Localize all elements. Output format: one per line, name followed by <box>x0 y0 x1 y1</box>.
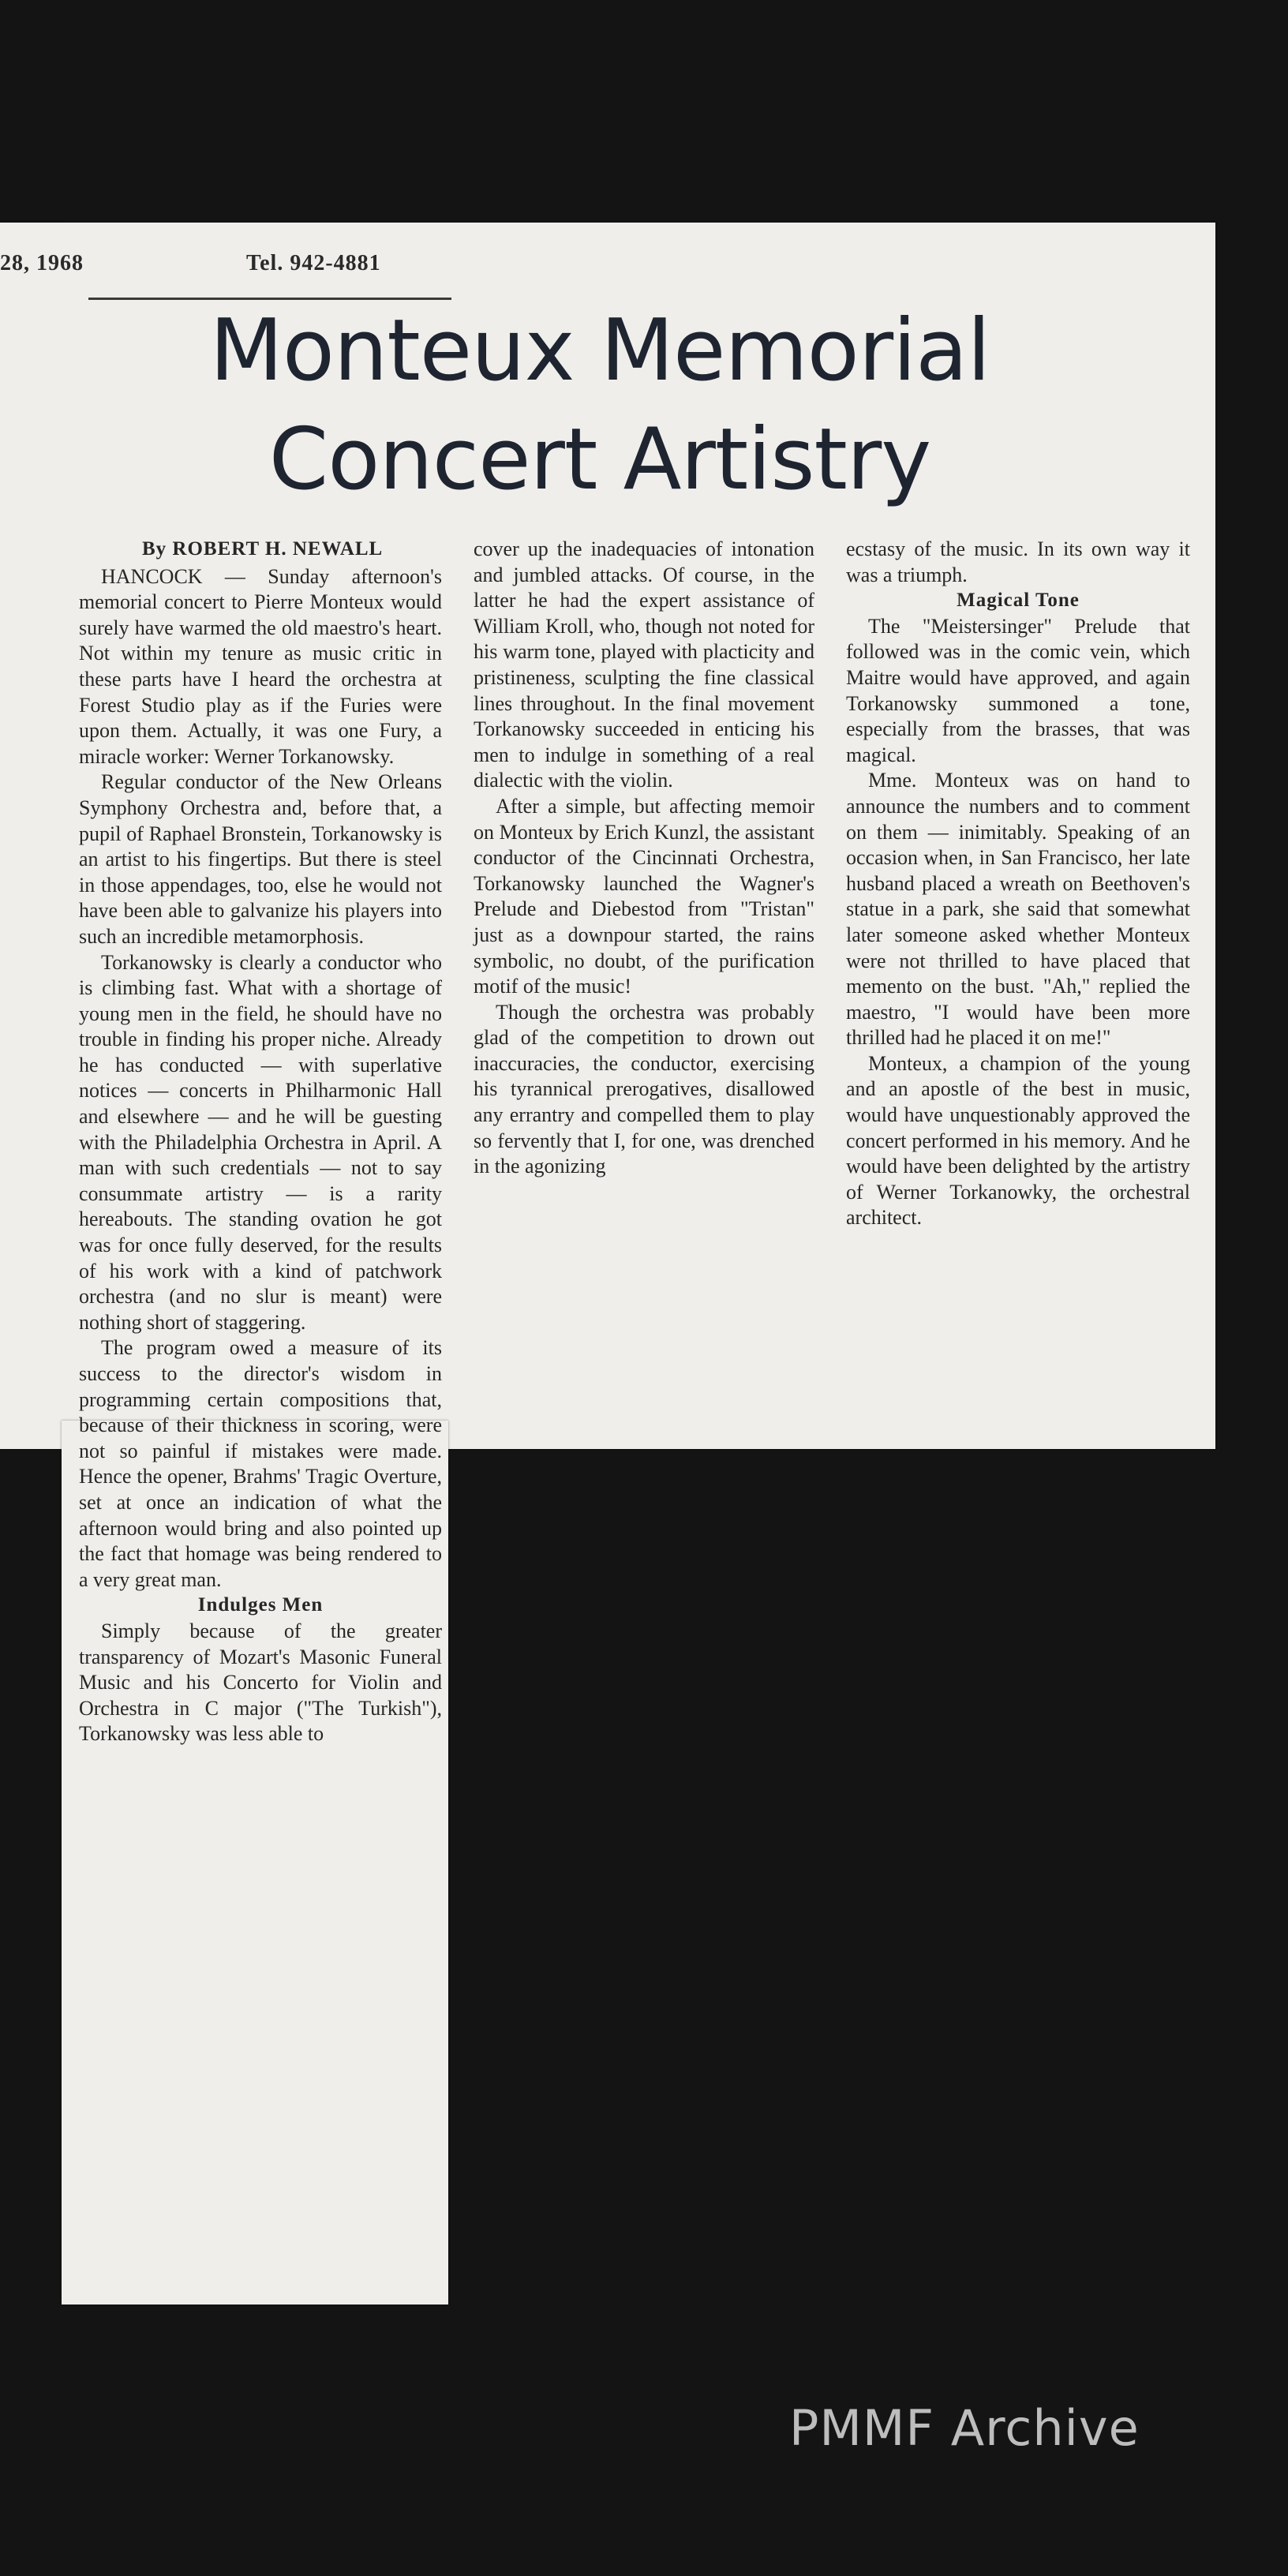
clipping-date: 28, 1968 <box>0 251 84 275</box>
archive-watermark: PMMF Archive <box>789 2399 1140 2457</box>
byline: By ROBERT H. NEWALL <box>142 538 384 560</box>
paragraph: ecstasy of the music. In its own way it was a triumph. <box>846 537 1190 586</box>
subheading: Indulges Men <box>197 1594 324 1616</box>
paragraph: Torkanowsky is clearly a conductor who is climbing fast. What with a shortage of young men in the field, he should have no trouble in finding his proper niche. Already he has conducted — with superlative notices — concerts in Philharmonic Hall and elsewhere — and he will be guesting with the Philadelphia Orchestra in April. A man with such credentials — not to say consummate artistry — is a rarity hereabouts. The standing ovation he got was for once fully deserved, for the results of his work with a kind of patchwork orchestra (and no slur is meant) were nothing short of staggering. <box>79 950 442 1334</box>
article-column-3 <box>846 537 1190 1405</box>
paragraph: Simply because of the greater transparency of Mozart's Masonic Funeral Music and his Concerto for Violin and Orchestra in C major ("The Turkish"), Torkanowsky was less able to <box>79 1619 442 1746</box>
clipping-telephone: Tel. 942-4881 <box>246 251 381 275</box>
headline-line-2: Concert Artistry <box>268 410 931 509</box>
article-column-1 <box>79 537 442 2273</box>
paragraph: The "Meistersinger" Prelude that followed was in the comic vein, which Maitre would have approved, and again Torkanowsky summoned a tone, especially from the brasses, that was magical. <box>846 614 1190 766</box>
paragraph: After a simple, but affecting memoir on Monteux by Erich Kunzl, the assistant conductor of the Cincinnati Orchestra, Torkanowsky launched the Wagner's Prelude and Diebestod from "Tristan" just as a downpour started, the rains symbolic, no doubt, of the purification motif of the music! <box>474 794 814 998</box>
headline-line-1: Monteux Memorial <box>209 301 990 400</box>
paragraph: HANCOCK — Sunday afternoon's memorial concert to Pierre Monteux would surely have warmed the old maestro's heart. Not within my tenure as music critic in these parts have I heard the orchestra at Forest Studio play as if the Furies were upon them. Actually, it was one Fury, a miracle worker: Werner Torkanowsky. <box>79 564 442 768</box>
paragraph: Though the orchestra was probably glad of the competition to drown out inaccuracies, the conductor, exercising his tyrannical prerogatives, disallowed any errantry and compelled them to play so fervently that I, for one, was drenched in the agonizing <box>474 1000 814 1178</box>
paragraph: cover up the inadequacies of intonation and jumbled attacks. Of course, in the latter he had the expert assistance of William Kroll, who, though not noted for his warm tone, played with placticity and pristineness, sculpting the fine classical lines throughout. In the final movement Torkanowsky succeeded in enticing his men to indulge in something of a real dialectic with the violin. <box>474 537 814 792</box>
paragraph: Regular conductor of the New Orleans Symphony Orchestra and, before that, a pupil of Raphael Bronstein, Torkanowsky is an artist to his fingertips. But there is steel in those appendages, too, else he would not have been able to galvanize his players into such an incredible metamorphosis. <box>79 770 442 948</box>
paragraph: The program owed a measure of its success to the director's wisdom in programming certain compositions that, because of their thickness in scoring, were not so painful if mistakes were made. Hence the opener, Brahms' Tragic Overture, set at once an indication of what the afternoon would bring and also pointed up the fact that homage was being rendered to a very great man. <box>79 1336 442 1591</box>
paragraph: Mme. Monteux was on hand to announce the numbers and to comment on them — inimitably. Speaking of an occasion when, in San Francisco, her late husband placed a wreath on Beethoven's statue in a park, she said that somewhat later someone asked whether Monteux were not thrilled to have placed that memento on the bust. "Ah," replied the maestro, "I would have been more thrilled had he placed it on me!" <box>846 769 1190 1050</box>
headline <box>126 297 1073 515</box>
subheading: Magical Tone <box>957 590 1080 612</box>
paragraph: Monteux, a champion of the young and an apostle of the best in music, would have unquestionably approved the concert performed in his memory. And he would have been delighted by the artistry of Werner Torkanowky, the orchestral architect. <box>846 1051 1190 1230</box>
article-column-2 <box>474 537 814 1405</box>
